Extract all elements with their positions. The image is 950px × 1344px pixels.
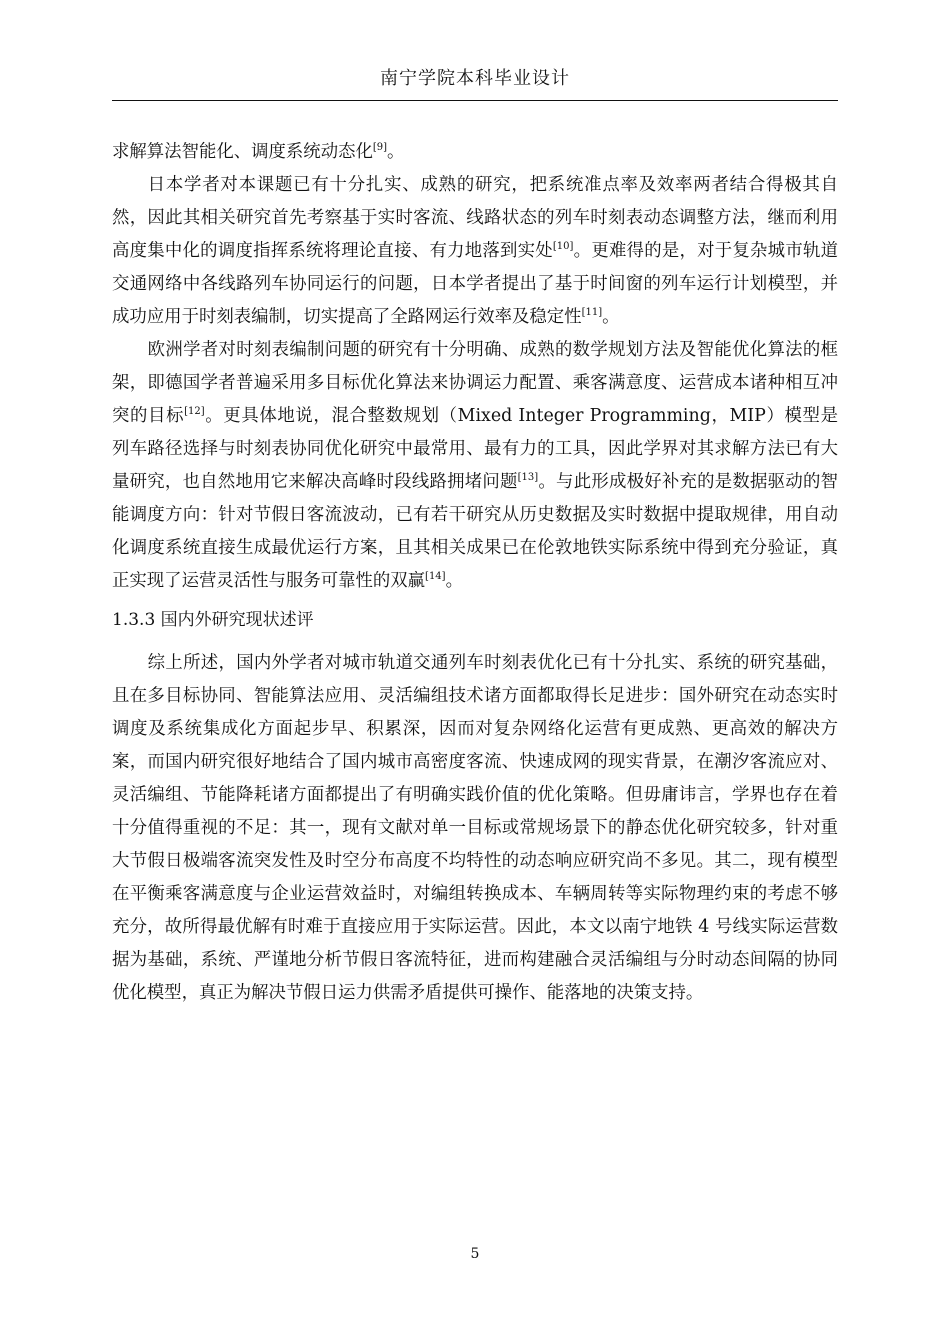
paragraph-japan-research [112,169,838,334]
paragraph-text: 。与此形成极好补充的是数据驱动的智能调度方向：针对节假日客流波动，已有若干研究从历史数据及实时数据中提取规律，用自动化调度系统直接生成最优运行方案，且其相关成果已在伦敦地铁实际系统中得到充分验证，真正实现了运营灵活性与服务可靠性的双赢 [112,472,838,591]
section-heading: 1.3.3 国内外研究现状述评 [112,610,314,630]
citation-ref: [13] [517,472,539,483]
paragraph-text: 。更具体地说，混合整数规划（Mixed Integer Programming，MIP）模型是列车路径选择与时刻表协同优化研究中最常用、最有力的工具，因此学界对其求解方法已有大量研究，也自然地用它来解决高峰时段线路拥堵问题 [112,406,838,492]
citation-ref: [10] [552,241,574,252]
body-text [112,136,838,1010]
paragraph-europe-research [112,334,838,598]
citation-ref: [9] [372,142,388,153]
citation-ref: [11] [581,307,603,318]
paragraph-text: 求解算法智能化、调度系统动态化 [112,142,373,162]
citation-ref: [14] [425,571,446,582]
page-number: 5 [470,1246,480,1262]
paragraph-tail: 。 [387,142,405,162]
paragraph-continuation [112,136,838,169]
header-divider [112,100,838,101]
paragraph-tail: 。 [445,571,463,591]
citation-ref: [12] [184,406,205,417]
paragraph-summary: 综上所述，国内外学者对城市轨道交通列车时刻表优化已有十分扎实、系统的研究基础，且在多目标协同、智能算法应用、灵活编组技术诸方面都取得长足进步：国外研究在动态实时调度及系统集成化方面起步早、积累深，因而对复杂网络化运营有更成熟、更高效的解决方案，而国内研究很好地结合了国内城市高密度客流、快速成网的现实背景，在潮汐客流应对、灵活编组、节能降耗诸方面都提出了有明确实践价值的优化策略。但毋庸讳言，学界也存在着十分值得重视的不足：其一，现有文献对单一目标或常规场景下的静态优化研究较多，针对重大节假日极端客流突发性及时空分布高度不均特性的动态响应研究尚不多见。其二，现有模型在平衡乘客满意度与企业运营效益时，对编组转换成本、车辆周转等实际物理约束的考虑不够充分，故所得最优解有时难于直接应用于实际运营。因此，本文以南宁地铁 4 号线实际运营数据为基础，系统、严谨地分析节假日客流特征，进而构建融合灵活编组与分时动态间隔的协同优化模型，真正为解决节假日运力供需矛盾提供可操作、能落地的决策支持。 [112,653,838,1003]
paragraph-text: 欧洲学者对时刻表编制问题的研究有十分明确、成熟的数学规划方法及智能优化算法的框架，即德国学者普遍采用多目标优化算法来协调运力配置、乘客满意度、运营成本诸种相互冲突的目标 [112,340,838,426]
paragraph-text: 日本学者对本课题已有十分扎实、成熟的研究，把系统准点率及效率两者结合得极其自然，因此其相关研究首先考察基于实时客流、线路状态的列车时刻表动态调整方法，继而利用高度集中化的调度指挥系统将理论直接、有力地落到实处 [112,175,838,261]
paragraph-text: 。更难得的是，对于复杂城市轨道交通网络中各线路列车协同运行的问题，日本学者提出了基于时间窗的列车运行计划模型，并成功应用于时刻表编制，切实提高了全路网运行效率及稳定性 [112,241,838,327]
paragraph-tail: 。 [602,307,620,327]
page-header: 南宁学院本科毕业设计 [380,68,570,89]
